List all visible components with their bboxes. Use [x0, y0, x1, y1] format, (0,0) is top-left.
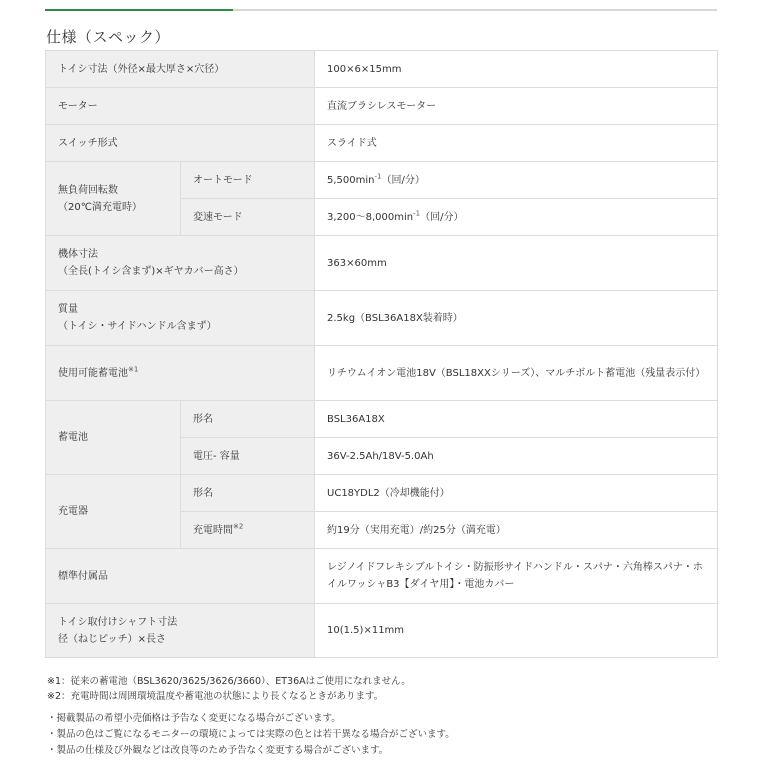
spec-value: 直流ブラシレスモーター [315, 88, 718, 125]
spec-value: 10(1.5)×11mm [315, 604, 718, 658]
spec-label [46, 236, 315, 291]
table-row-weight [46, 291, 718, 346]
spec-label: 充電器 [46, 475, 181, 549]
footnotes [47, 674, 411, 704]
table-row-usable-battery [46, 346, 718, 401]
table-row-speed-auto [46, 162, 718, 199]
spec-value: 約19分（実用充電）/約25分（満充電） [315, 512, 718, 549]
spec-label [46, 291, 315, 346]
spec-value-speed-auto [315, 162, 718, 199]
spec-sublabel: オートモード [181, 162, 315, 199]
spec-label-line2: 径（ねじピッチ）×長さ [58, 633, 166, 645]
disclaimer-item: ・製品の仕様及び外観などは改良等のため予告なく変更する場合がございます。 [47, 745, 389, 756]
spec-label-line2: （トイシ・サイドハンドル含まず） [58, 321, 217, 332]
table-row-body-size [46, 236, 718, 291]
table-row-battery-model [46, 401, 718, 438]
spec-sublabel-text: 充電時間 [193, 524, 233, 536]
footnote-marker: ※2 [233, 522, 244, 531]
spec-label-line1: 機体寸法 [58, 249, 98, 260]
spec-value: 363×60mm [315, 236, 718, 291]
spec-value: 36V-2.5Ah/18V-5.0Ah [315, 438, 718, 475]
spec-value: 100×6×15mm [315, 51, 718, 88]
spec-label [46, 346, 315, 401]
spec-sublabel: 形名 [181, 401, 315, 438]
spec-sublabel: 変速モード [181, 199, 315, 236]
spec-label-line1: 質量 [58, 304, 78, 315]
table-row-motor [46, 88, 718, 125]
disclaimer-list [47, 711, 455, 759]
spec-label: スイッチ形式 [46, 125, 315, 162]
table-row-switch [46, 125, 718, 162]
spec-label-line1: トイシ取付けシャフト寸法 [58, 616, 178, 628]
spec-value: 2.5kg（BSL36A18X装着時） [315, 291, 718, 346]
table-row-shaft [46, 604, 718, 658]
spec-sublabel [181, 512, 315, 549]
spec-label: 標準付属品 [46, 549, 315, 604]
table-row-wheel-size [46, 51, 718, 88]
speed-unit: （回/分） [420, 211, 464, 223]
table-row-charger-model [46, 475, 718, 512]
section-divider [45, 9, 717, 11]
spec-label: トイシ寸法（外径×最大厚さ×穴径） [46, 51, 315, 88]
spec-value: スライド式 [315, 125, 718, 162]
speed-exponent: -1 [413, 209, 421, 218]
spec-sublabel: 電圧- 容量 [181, 438, 315, 475]
spec-table [45, 50, 718, 658]
footnote: ※1：従来の蓄電池（BSL3620/3625/3626/3660）、ET36Aはご使用になれません。 [47, 676, 411, 687]
disclaimer-item: ・掲載製品の希望小売価格は予告なく変更になる場合がございます。 [47, 713, 341, 724]
speed-value: 3,200～8,000min [327, 211, 414, 223]
spec-label-text: 使用可能蓄電池 [58, 367, 128, 379]
spec-value: リチウムイオン電池18V（BSL18XXシリーズ）、マルチボルト蓄電池（残量表示付） [315, 346, 718, 401]
speed-unit: （回/分） [381, 174, 425, 186]
spec-label-speed [46, 162, 181, 236]
spec-value: レジノイドフレキシブルトイシ・防振形サイドハンドル・スパナ・六角棒スパナ・ホイルワッシャB3【ダイヤ用】・電池カバー [315, 549, 718, 604]
speed-value: 5,500min [327, 174, 375, 186]
spec-label-line2: （全長(トイシ含まず)×ギヤカバー高さ） [58, 266, 244, 277]
spec-value: BSL36A18X [315, 401, 718, 438]
spec-label: 蓄電池 [46, 401, 181, 475]
spec-label: モーター [46, 88, 315, 125]
spec-sublabel: 形名 [181, 475, 315, 512]
spec-value: UC18YDL2（冷却機能付） [315, 475, 718, 512]
speed-exponent: -1 [374, 172, 382, 181]
spec-label-line2: （20℃満充電時） [58, 201, 142, 213]
spec-value-speed-variable [315, 199, 718, 236]
spec-label-line1: 無負荷回転数 [58, 184, 118, 196]
page-title: 仕様（スペック） [46, 28, 171, 46]
footnote-marker: ※1 [128, 365, 139, 374]
disclaimer-item: ・製品の色はご覧になるモニターの環境によっては実際の色とは若干異なる場合がございます。 [47, 729, 455, 740]
table-row-accessories [46, 549, 718, 604]
spec-label [46, 604, 315, 658]
footnote: ※2：充電時間は周囲環境温度や蓄電池の状態により長くなるときがあります。 [47, 691, 384, 702]
section-divider-accent [45, 9, 233, 11]
